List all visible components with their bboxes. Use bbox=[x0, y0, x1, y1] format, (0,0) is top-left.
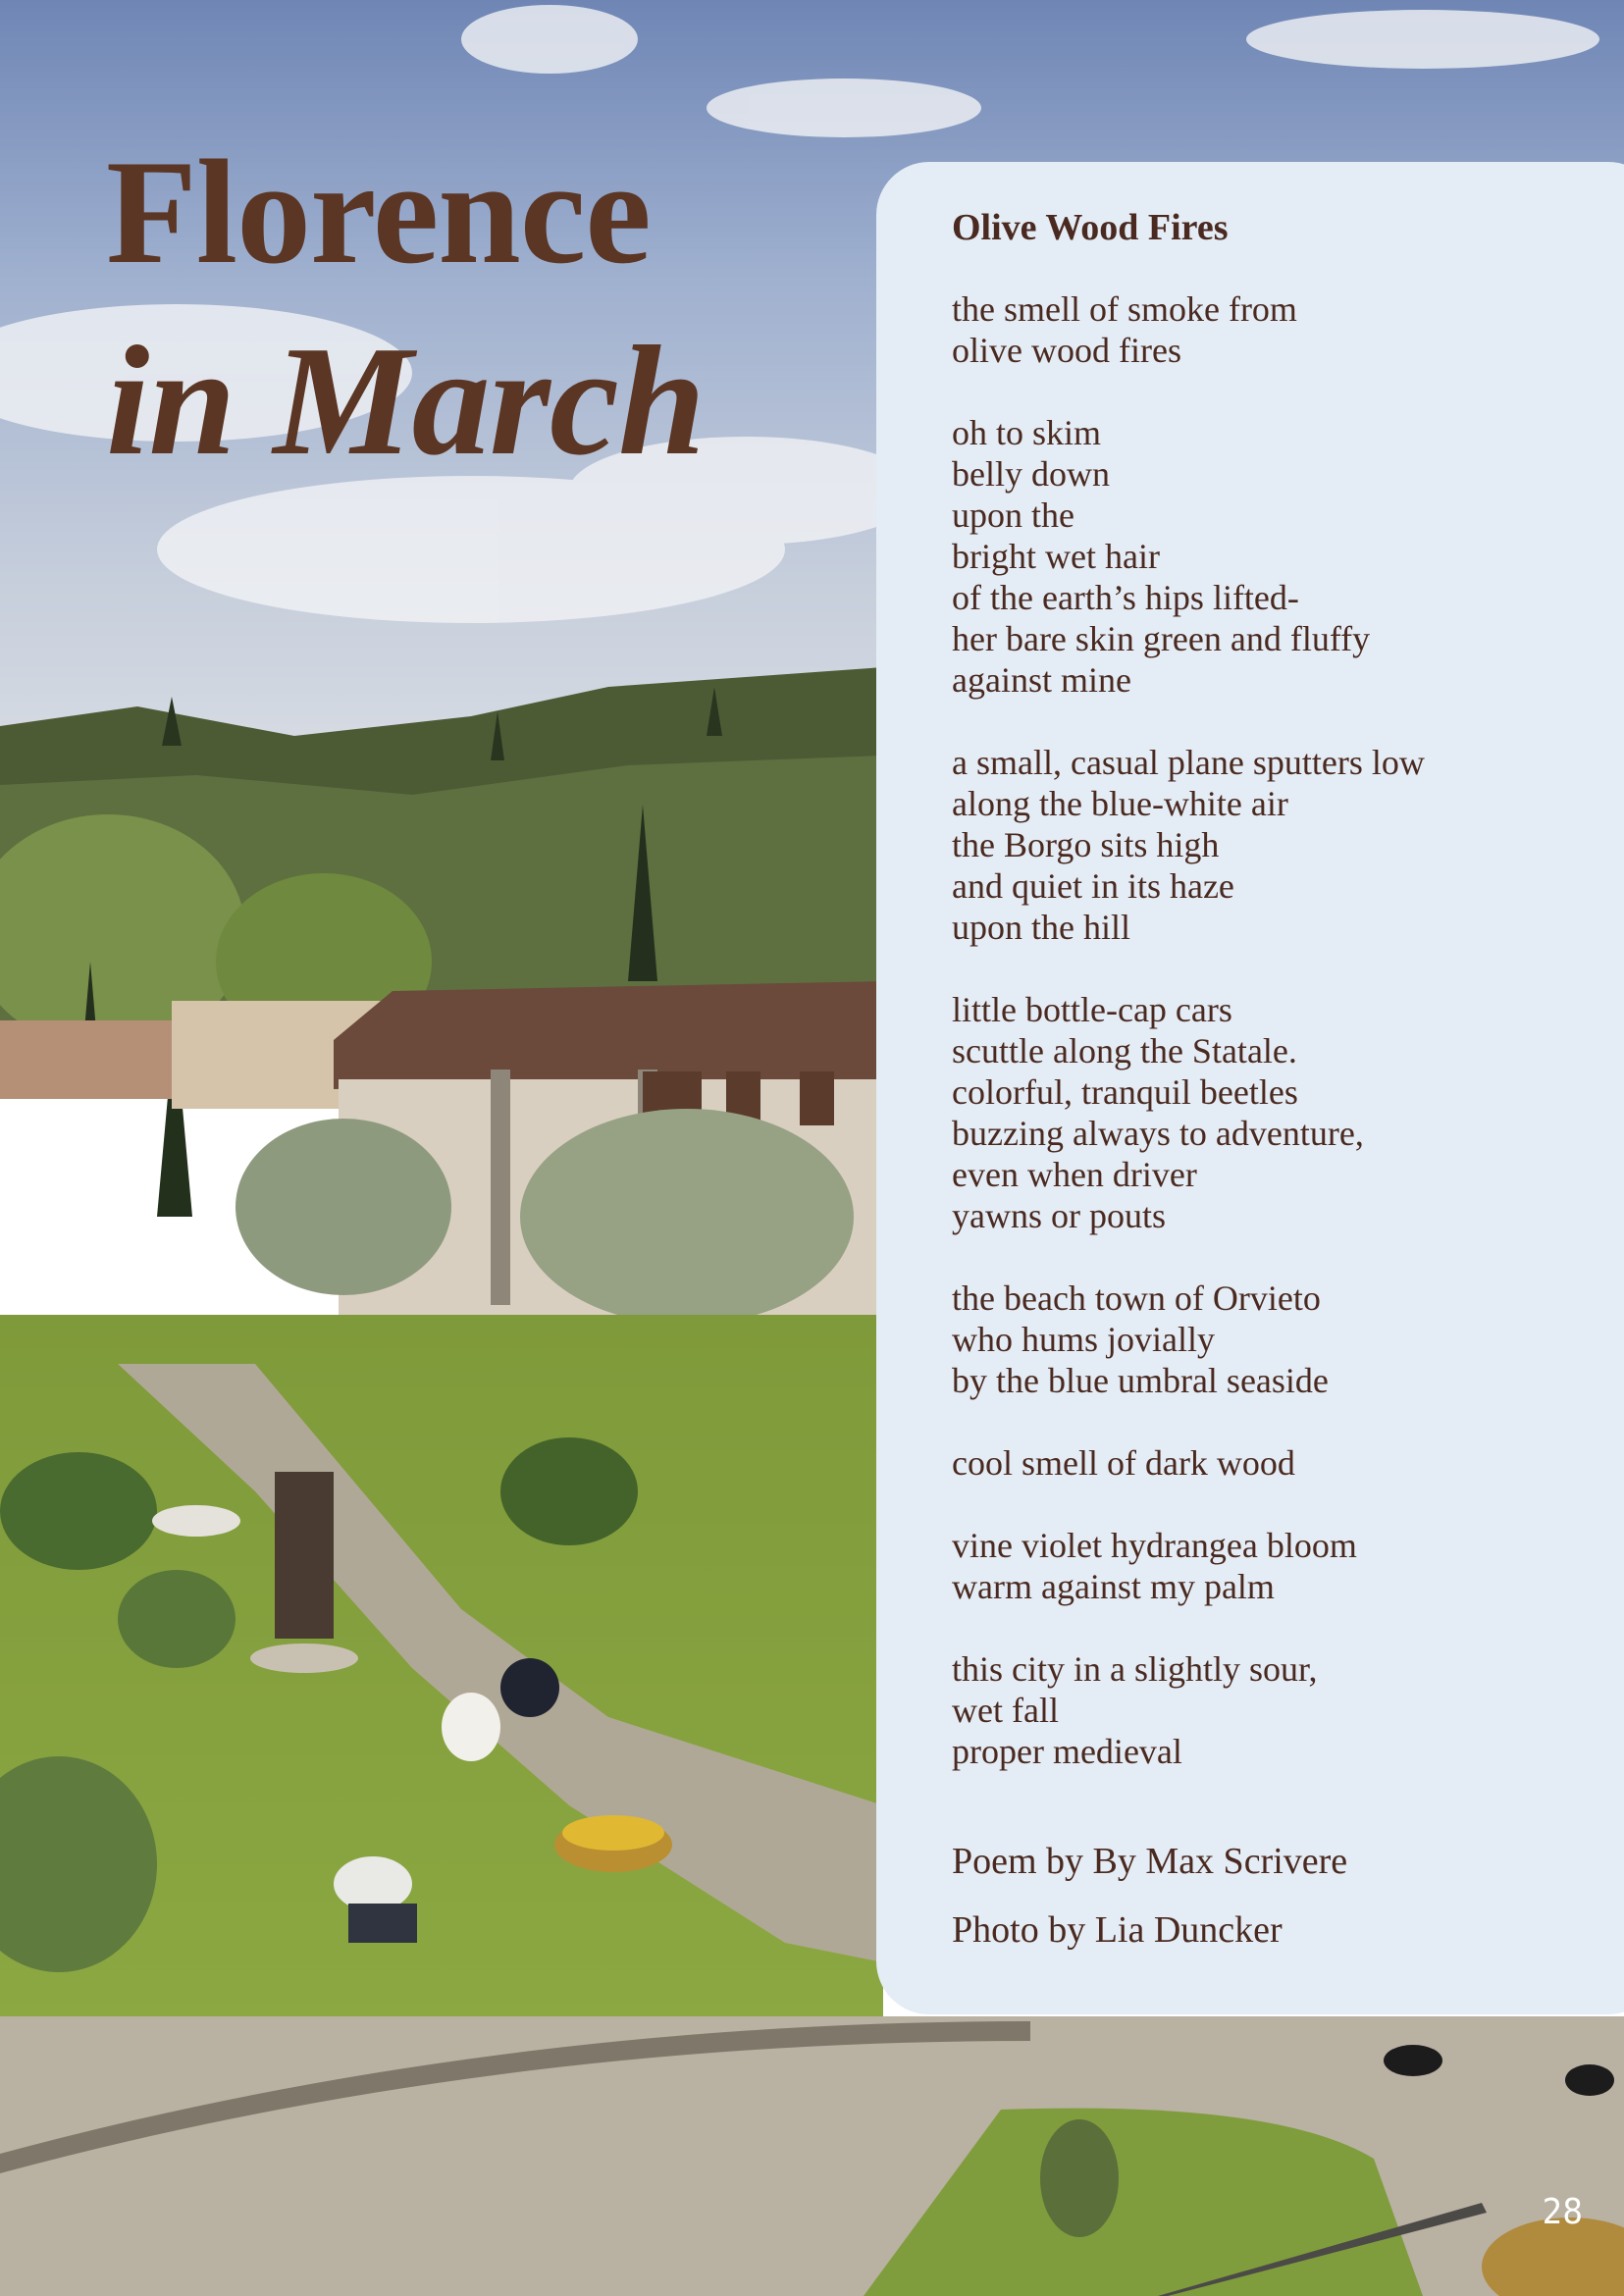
poem-line: wet fall bbox=[952, 1691, 1059, 1730]
page-number: 28 bbox=[1542, 2192, 1583, 2232]
poem-line: scuttle along the Statale. bbox=[952, 1031, 1297, 1070]
poem-stanza bbox=[952, 1442, 1425, 1484]
poem-stanza bbox=[952, 288, 1425, 371]
photo-credit: Photo by Lia Duncker bbox=[952, 1909, 1283, 1951]
poem-title: Olive Wood Fires bbox=[952, 207, 1229, 248]
page-title-line-1: Florence bbox=[106, 130, 651, 294]
poem-line: her bare skin green and fluffy bbox=[952, 619, 1371, 658]
poem-line: of the earth’s hips lifted- bbox=[952, 578, 1299, 617]
poem-line: olive wood fires bbox=[952, 331, 1181, 370]
poem-line: warm against my palm bbox=[952, 1567, 1275, 1606]
poem-line: colorful, tranquil beetles bbox=[952, 1072, 1298, 1112]
poem-line: and quiet in its haze bbox=[952, 866, 1234, 906]
poem-stanza bbox=[952, 989, 1425, 1236]
poem-line: little bottle-cap cars bbox=[952, 990, 1232, 1029]
poem-line: buzzing always to adventure, bbox=[952, 1114, 1364, 1153]
poem-line: along the blue-white air bbox=[952, 784, 1288, 823]
poem-line: this city in a slightly sour, bbox=[952, 1649, 1318, 1689]
poem-line: upon the bbox=[952, 496, 1074, 535]
poem-credit: Poem by By Max Scrivere bbox=[952, 1841, 1348, 1882]
poem-line: belly down bbox=[952, 454, 1110, 494]
poem-line: cool smell of dark wood bbox=[952, 1443, 1295, 1483]
poem-line: vine violet hydrangea bloom bbox=[952, 1526, 1357, 1565]
poem-line: who hums jovially bbox=[952, 1320, 1215, 1359]
poem-line: the beach town of Orvieto bbox=[952, 1278, 1321, 1318]
poem-line: yawns or pouts bbox=[952, 1196, 1166, 1235]
poem-line: oh to skim bbox=[952, 413, 1102, 452]
poem-line: the Borgo sits high bbox=[952, 825, 1220, 864]
poem-line: even when driver bbox=[952, 1155, 1197, 1194]
poem-line: proper medieval bbox=[952, 1732, 1182, 1771]
poem-stanza bbox=[952, 1648, 1425, 1772]
page-title-line-2: in March bbox=[106, 313, 705, 488]
poem-stanza bbox=[952, 742, 1425, 948]
poem-line: by the blue umbral seaside bbox=[952, 1361, 1329, 1400]
poem-body bbox=[952, 288, 1425, 1813]
poem-line: against mine bbox=[952, 660, 1131, 700]
poem-stanza bbox=[952, 412, 1425, 701]
poem-stanza bbox=[952, 1525, 1425, 1607]
poem-stanza bbox=[952, 1278, 1425, 1401]
poem-line: a small, casual plane sputters low bbox=[952, 743, 1425, 782]
poem-line: bright wet hair bbox=[952, 537, 1160, 576]
poem-line: upon the hill bbox=[952, 908, 1130, 947]
poem-line: the smell of smoke from bbox=[952, 289, 1297, 329]
